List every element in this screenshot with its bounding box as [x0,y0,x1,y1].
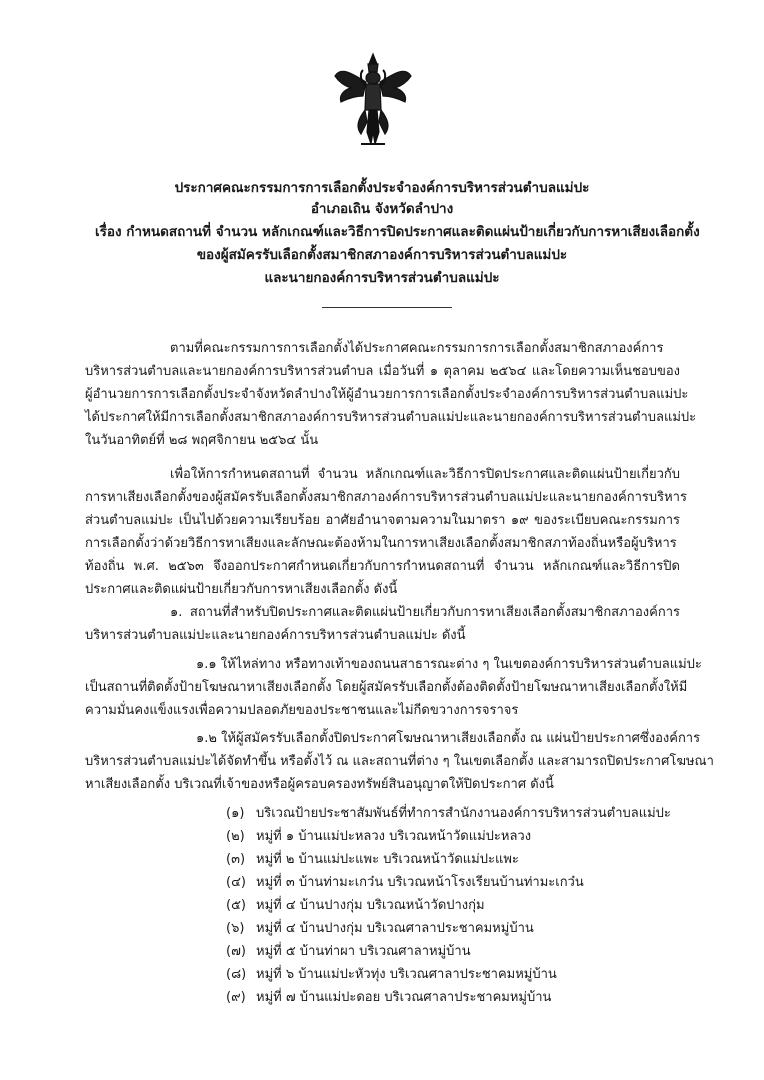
body-line: ท้องถิ่น พ.ศ. ๒๕๖๓ จึงออกประกาศกำหนดเกี่ยวกับการกำหนดสถานที่ จำนวน หลักเกณฑ์และวิธีการปิด [85,559,680,574]
body-line: ได้ประกาศให้มีการเลือกตั้งสมาชิกสภาองค์การบริหารส่วนตำบลแม่ปะและนายกองค์การบริหารส่วนตำบลแม่ปะ [85,410,697,425]
body-line: การเลือกตั้งว่าด้วยวิธีการหาเสียงและลักษณะต้องห้ามในการหาเสียงเลือกตั้งสมาชิกสภาท้องถิ่นหรือผู้บริหาร [85,536,677,551]
body-line: เป็นสถานที่ติดตั้งป้ายโฆษณาหาเสียงเลือกตั้ง โดยผู้สมัครรับเลือกตั้งต้องติดตั้งป้ายโฆษณาหาเสียงเลือกตั้งให้มี [85,680,688,695]
subsection-line: ๑.๑ ให้ไหล่ทาง หรือทางเท้าของถนนสาธารณะต่าง ๆ ในเขตองค์การบริหารส่วนตำบลแม่ปะ [196,657,702,672]
district-province: อำเภอเถิน จังหวัดลำปาง [310,201,454,217]
divider-line [322,307,452,308]
list-item: (๘) หมู่ที่ ๖ บ้านแม่ปะหัวทุ่ง บริเวณศาลาประชาคมหมู่บ้าน [226,967,557,982]
subject-line-2: ของผู้สมัครรับเลือกตั้งสมาชิกสภาองค์การบริหารส่วนตำบลแม่ปะ [196,247,568,263]
garuda-emblem-icon [333,52,413,152]
section-heading: ๑. สถานที่สำหรับปิดประกาศและติดแผ่นป้ายเกี่ยวกับการหาเสียงเลือกตั้งสมาชิกสภาองค์การ [170,605,680,620]
body-line: หาเสียงเลือกตั้ง บริเวณที่เจ้าของหรือผู้ครอบครองทรัพย์สินอนุญาตให้ปิดประกาศ ดังนี้ [85,777,554,792]
subject-line-3: และนายกองค์การบริหารส่วนตำบลแม่ปะ [264,270,500,286]
body-line: ประกาศและติดแผ่นป้ายเกี่ยวกับการหาเสียงเลือกตั้ง ดังนี้ [85,582,398,597]
body-line: เพื่อให้การกำหนดสถานที่ จำนวน หลักเกณฑ์และวิธีการปิดประกาศและติดแผ่นป้ายเกี่ยวกับ [170,467,680,482]
list-item: (๒) หมู่ที่ ๑ บ้านแม่ปะหลวง บริเวณหน้าวัดแม่ปะหลวง [226,829,532,844]
body-line: ส่วนตำบลแม่ปะ เป็นไปด้วยความเรียบร้อย อาศัยอำนาจตามความในมาตรา ๑๙ ของระเบียบคณะกรรมการ [85,513,680,528]
list-item: (๑) บริเวณป้ายประชาสัมพันธ์ที่ทำการสำนักงานองค์การบริหารส่วนตำบลแม่ปะ [226,806,671,821]
subsection-line: ๑.๒ ให้ผู้สมัครรับเลือกตั้งปิดประกาศโฆษณาหาเสียงเลือกตั้ง ณ แผ่นป้ายประกาศซึ่งองค์การ [196,731,701,746]
body-line: การหาเสียงเลือกตั้งของผู้สมัครรับเลือกตั้งสมาชิกสภาองค์การบริหารส่วนตำบลแม่ปะและนายกองค์การบริหาร [85,490,687,505]
list-item: (๖) หมู่ที่ ๔ บ้านปางกุ่ม บริเวณศาลาประชาคมหมู่บ้าน [226,921,534,936]
body-line: บริหารส่วนตำบลและนายกองค์การบริหารส่วนตำบล เมื่อวันที่ ๑ ตุลาคม ๒๕๖๔ และโดยความเห็นชอบของ [85,364,680,379]
list-item: (๔) หมู่ที่ ๓ บ้านท่ามะเกว๋น บริเวณหน้าโรงเรียนบ้านท่ามะเกว๋น [226,875,584,890]
list-item: (๗) หมู่ที่ ๕ บ้านท่าผา บริเวณศาลาหมู่บ้าน [226,944,471,959]
body-line: ความมั่นคงแข็งแรงเพื่อความปลอดภัยของประชาชนและไม่กีดขวางการจราจร [85,703,519,718]
body-line: ในวันอาทิตย์ที่ ๒๘ พฤศจิกายน ๒๕๖๔ นั้น [85,433,319,448]
subject-line: เรื่อง กำหนดสถานที่ จำนวน หลักเกณฑ์และวิธีการปิดประกาศและติดแผ่นป้ายเกี่ยวกับการหาเสียงเลือกตั้ง [95,224,700,240]
announcement-title: ประกาศคณะกรรมการการเลือกตั้งประจำองค์การบริหารส่วนตำบลแม่ปะ [174,180,590,196]
body-line: บริหารส่วนตำบลแม่ปะและนายกองค์การบริหารส่วนตำบลแม่ปะ ดังนี้ [85,628,466,643]
body-line: บริหารส่วนตำบลแม่ปะได้จัดทำขึ้น หรือตั้งไว้ ณ และสถานที่ต่าง ๆ ในเขตเลือกตั้ง และสามารถปิดประกาศโฆษณา [85,754,714,769]
list-item: (๕) หมู่ที่ ๔ บ้านปางกุ่ม บริเวณหน้าวัดปางกุ่ม [226,898,485,913]
list-item: (๓) หมู่ที่ ๒ บ้านแม่ปะแพะ บริเวณหน้าวัดแม่ปะแพะ [226,852,519,867]
list-item: (๙) หมู่ที่ ๗ บ้านแม่ปะดอย บริเวณศาลาประชาคมหมู่บ้าน [226,990,552,1005]
body-line: ตามที่คณะกรรมการการเลือกตั้งได้ประกาศคณะกรรมการการเลือกตั้งสมาชิกสภาองค์การ [170,341,664,356]
body-line: ผู้อำนวยการการเลือกตั้งประจำจังหวัดลำปางให้ผู้อำนวยการการเลือกตั้งประจำองค์การบริหารส่วนตำบลแม่ปะ [85,387,689,402]
